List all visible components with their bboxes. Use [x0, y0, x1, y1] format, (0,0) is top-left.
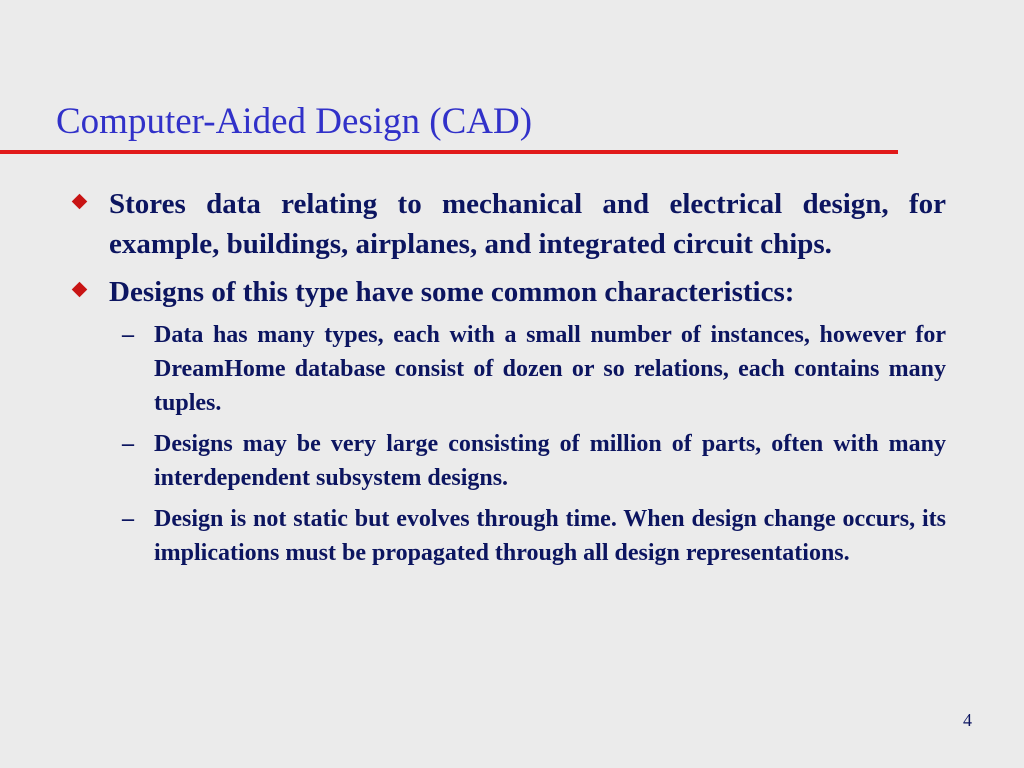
title-underline	[0, 150, 898, 154]
sub-bullet-text: Designs may be very large consisting of million of parts, often with many interdependent subsystem designs.	[154, 431, 946, 491]
slide-content	[72, 184, 946, 577]
bullet-item	[72, 272, 946, 312]
dash-marker: –	[122, 506, 134, 532]
dash-marker: –	[122, 431, 134, 457]
bullet-item	[72, 184, 946, 264]
bullet-text: Designs of this type have some common characteristics:	[109, 276, 795, 308]
bullet-text: Stores data relating to mechanical and electrical design, for example, buildings, airplanes, and integrated circuit chips.	[109, 188, 946, 260]
sub-bullet-item	[72, 427, 946, 495]
sub-bullet-item	[72, 502, 946, 570]
red-diamond-icon	[72, 194, 88, 210]
sub-bullet-text: Design is not static but evolves through time. When design change occurs, its implications must be propagated through all design representations.	[154, 506, 946, 566]
red-diamond-icon	[72, 282, 88, 298]
dash-marker: –	[122, 322, 134, 348]
sub-bullet-text: Data has many types, each with a small number of instances, however for DreamHome database consist of dozen or so relations, each contains many tuples.	[154, 322, 946, 416]
sub-bullet-list	[72, 318, 946, 570]
sub-bullet-item	[72, 318, 946, 420]
page-number: 4	[963, 710, 972, 730]
slide-title: Computer-Aided Design (CAD)	[56, 101, 533, 142]
